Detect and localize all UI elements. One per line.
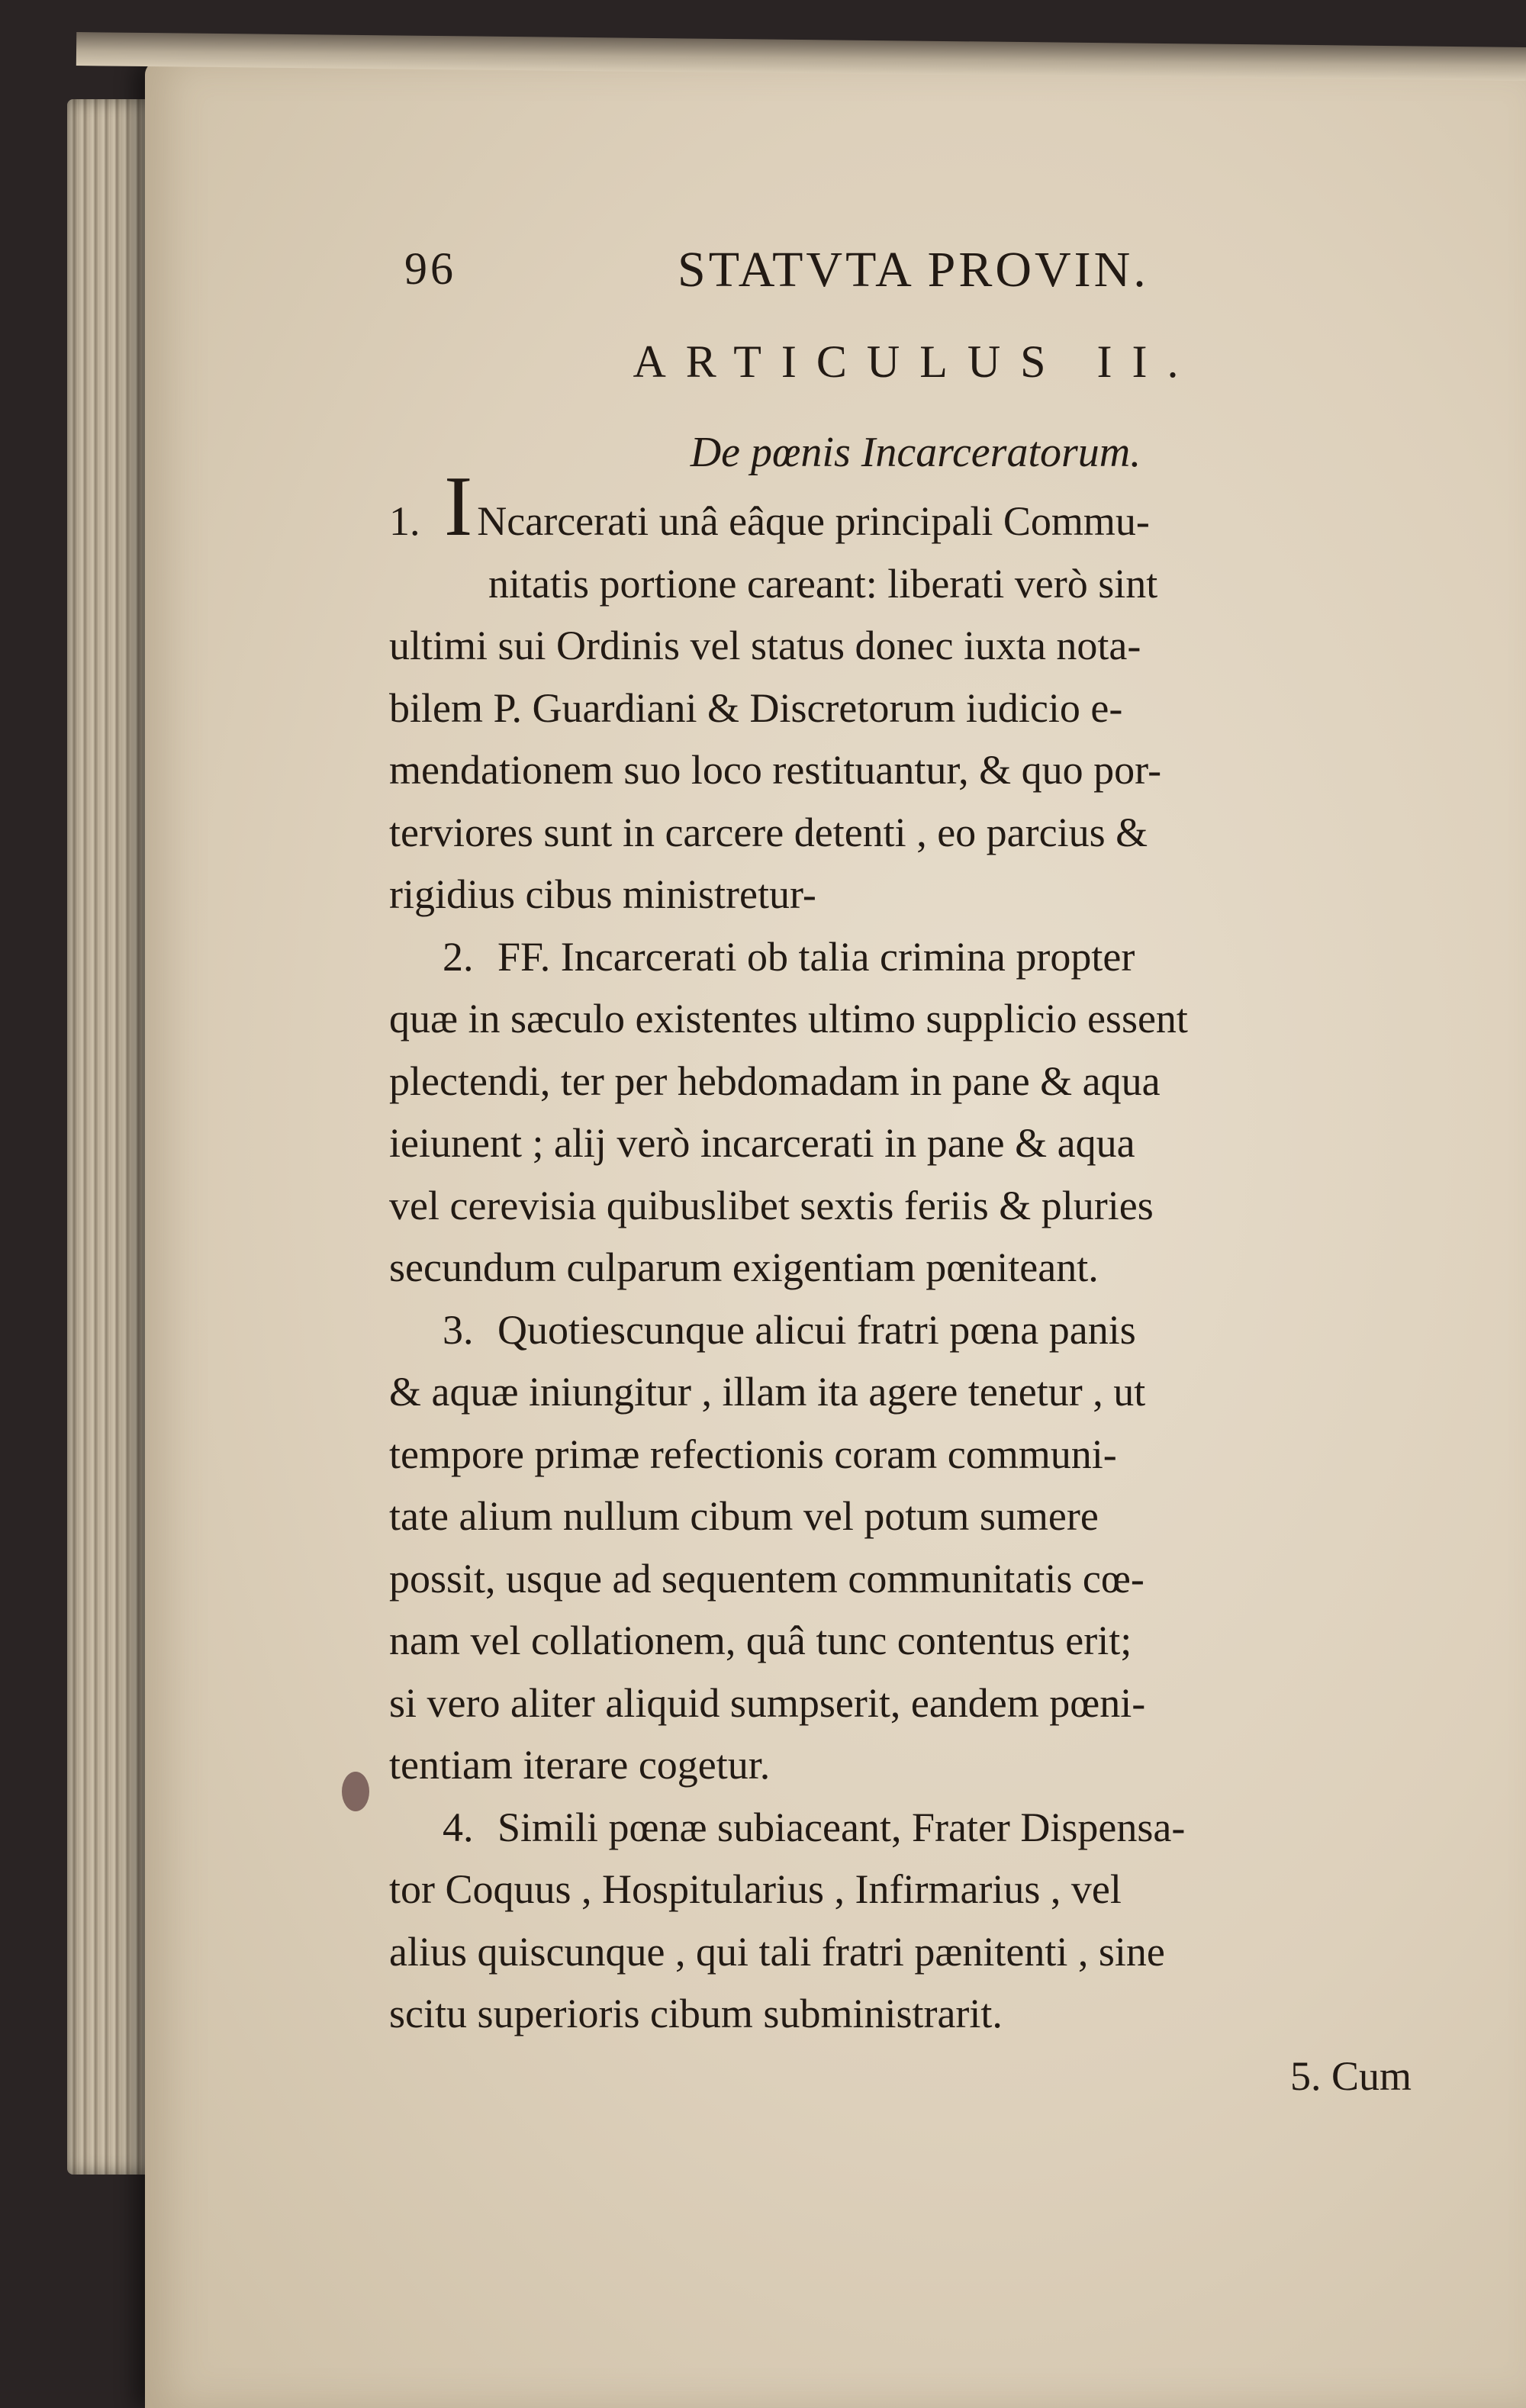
running-title: STATVTA PROVIN. bbox=[678, 242, 1149, 298]
catchword: 5. Cum bbox=[1289, 2052, 1412, 2099]
text-line: terviores sunt in carcere detenti , eo parcius & bbox=[389, 809, 1148, 855]
text-line: vel cerevisia quibuslibet sextis feriis & pluries bbox=[389, 1182, 1154, 1228]
paragraph-number: 4. bbox=[443, 1804, 474, 1850]
text-line: & aquæ iniungitur , illam ita agere tenetur , ut bbox=[389, 1369, 1146, 1415]
text-line: si vero aliter aliquid sumpserit, eandem pœni- bbox=[389, 1679, 1146, 1726]
text-line: quæ in sæculo existentes ultimo supplicio essent bbox=[389, 996, 1188, 1041]
section-subtitle: De pœnis Incarceratorum. bbox=[690, 429, 1141, 476]
text-line: 4. Simili pœnæ subiaceant, Frater Dispensa- bbox=[389, 1797, 1442, 1859]
text-line: tentiam iterare cogetur. bbox=[389, 1742, 771, 1788]
page-edges bbox=[67, 99, 151, 2175]
paragraph-number: 3. bbox=[443, 1306, 474, 1353]
text-line: ultimi sui Ordinis vel status donec iuxta nota- bbox=[389, 623, 1141, 668]
running-head bbox=[389, 229, 1442, 313]
text-line: bilem P. Guardiani & Discretorum iudicio e- bbox=[389, 684, 1123, 731]
text-line: nitatis portione careant: liberati verò sint bbox=[488, 560, 1158, 607]
text-line: scitu superioris cibum subministrarit. bbox=[389, 1991, 1003, 2036]
text-line: 2. FF. Incarcerati ob talia crimina propter bbox=[389, 926, 1442, 989]
paragraph-number: 2. bbox=[443, 933, 474, 980]
text-line: tate alium nullum cibum vel potum sumere bbox=[389, 1493, 1099, 1539]
text-line: possit, usque ad sequentem communitatis cœ- bbox=[389, 1555, 1144, 1602]
text-line: tor Coquus , Hospitularius , Infirmarius , vel bbox=[389, 1866, 1122, 1912]
paragraph-3 bbox=[389, 1299, 1442, 1797]
paragraph-number: 1. bbox=[389, 498, 420, 544]
text-line: rigidius cibus ministretur- bbox=[389, 871, 816, 917]
paragraph-1 bbox=[389, 459, 1442, 926]
text-line: 1. I Ncarcerati unâ eâque principali Commu- bbox=[389, 459, 1150, 554]
page-number: 96 bbox=[404, 243, 456, 294]
text-line: nam vel collationem, quâ tunc contentus erit; bbox=[389, 1618, 1132, 1663]
paragraph-4 bbox=[389, 1797, 1442, 2046]
article-title: ARTICULUS II. bbox=[633, 336, 1199, 387]
text-line: alius quiscunque , qui tali fratri pænitenti , sine bbox=[389, 1928, 1165, 1975]
ink-stain bbox=[342, 1772, 369, 1811]
text-line: ieiunent ; alij verò incarcerati in pane & aqua bbox=[389, 1120, 1135, 1166]
text-line: tempore primæ refectionis coram communi- bbox=[389, 1431, 1117, 1477]
text-line: plectendi, ter per hebdomadam in pane & aqua bbox=[389, 1058, 1161, 1104]
text-line: 3. Quotiescunque alicui fratri pœna panis bbox=[389, 1299, 1442, 1362]
page-text bbox=[389, 229, 1442, 2107]
paragraph-2 bbox=[389, 926, 1442, 1299]
text-line: mendationem suo loco restituantur, & quo por- bbox=[389, 747, 1162, 793]
text-line: secundum culparum exigentiam pœniteant. bbox=[389, 1244, 1099, 1290]
